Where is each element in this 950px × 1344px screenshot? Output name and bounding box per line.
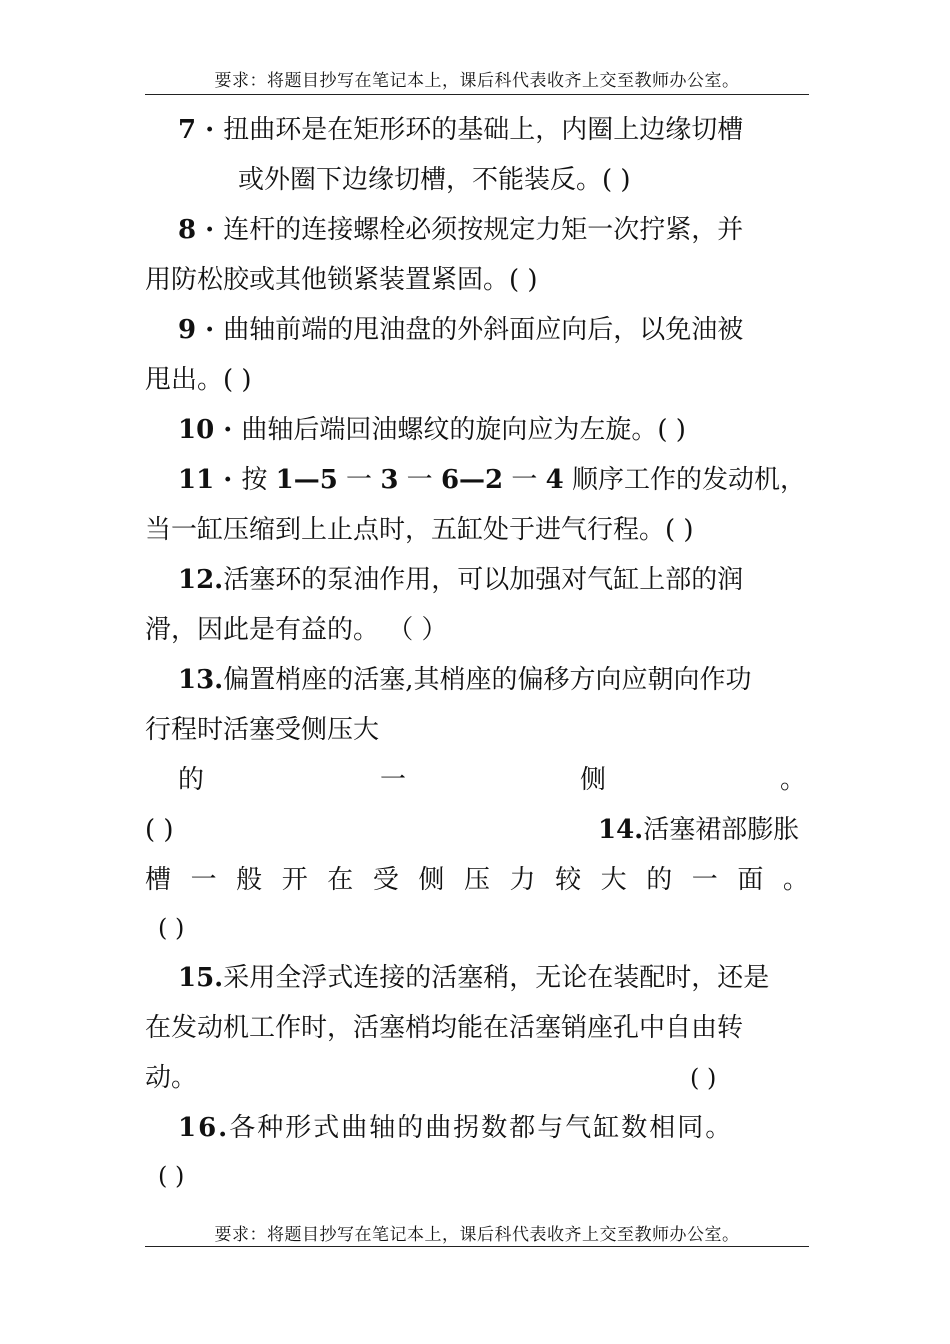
question-char: 开: [281, 865, 308, 895]
firing-order-part: 4: [545, 465, 564, 495]
question-text: 各种形式曲轴的曲拐数都与气缸数相同。: [229, 1113, 734, 1143]
question-char: 力: [509, 865, 536, 895]
question-13-line3-part: 。: [780, 765, 807, 795]
question-10-line1: [178, 414, 686, 446]
question-13-line3-part: 侧: [580, 765, 607, 795]
question-number: 7: [178, 115, 197, 145]
question-char: 一: [691, 865, 718, 895]
question-text: 一: [337, 465, 381, 495]
question-13-line3-part: 的: [178, 765, 205, 795]
question-9-line1: [178, 314, 743, 346]
question-13-line1: [178, 664, 752, 696]
question-15-line3: 动。: [145, 1063, 198, 1093]
question-text: 曲轴后端回油螺纹的旋向应为左旋。( ): [241, 415, 686, 445]
question-14-line1: [598, 814, 799, 846]
question-8-line1: [178, 214, 743, 246]
header-rule: [145, 94, 809, 95]
question-text: 一: [398, 465, 441, 495]
question-13-paren: ( ): [145, 815, 174, 845]
question-sep: ·: [196, 315, 224, 345]
question-text: 连杆的连接螺栓必须按规定力矩一次拧紧，并: [223, 215, 744, 245]
question-16-line1: [178, 1112, 733, 1144]
question-7-line1: [178, 114, 743, 146]
question-7-line2: 或外圈下边缘切槽，不能装反。( ): [238, 165, 631, 195]
question-number: 10: [178, 415, 215, 445]
question-text: 活塞裙部膨胀: [643, 815, 800, 845]
firing-order-part: 6—2: [440, 465, 504, 495]
question-char: 槽: [145, 865, 172, 895]
question-11-line2: 当一缸压缩到上止点时，五缸处于进气行程。( ): [145, 515, 694, 545]
question-14-line2: [145, 864, 809, 896]
question-text: 偏置梢座的活塞,其梢座的偏移方向应朝向作功: [223, 665, 752, 695]
question-15-line2: 在发动机工作时，活塞梢均能在活塞销座孔中自由转: [145, 1013, 744, 1043]
question-text: 顺序工作的发动机，: [563, 465, 807, 495]
footer-rule: [145, 1246, 809, 1247]
question-char: 。: [782, 865, 809, 895]
firing-order-part: 3: [380, 465, 399, 495]
question-char: 面: [737, 865, 764, 895]
question-char: 压: [463, 865, 490, 895]
question-15-line1: [178, 962, 769, 994]
question-number: 9: [178, 315, 197, 345]
question-number: 13.: [178, 665, 224, 695]
question-9-line2: 甩出。( ): [145, 365, 252, 395]
question-char: 较: [555, 865, 582, 895]
question-text: 活塞环的泵油作用，可以加强对气缸上部的润: [223, 565, 744, 595]
footer-requirement: 要求：将题目抄写在笔记本上，课后科代表收齐上交至教师办公室。: [214, 1225, 740, 1245]
question-13-line3-part: 一: [380, 765, 407, 795]
question-13-line2: 行程时活塞受侧压大: [145, 715, 380, 745]
question-15-paren: ( ): [690, 1064, 717, 1092]
question-14-paren: ( ): [158, 914, 185, 942]
question-char: 受: [372, 865, 399, 895]
question-sep: ·: [214, 465, 242, 495]
question-sep: ·: [214, 415, 242, 445]
question-char: 一: [190, 865, 217, 895]
question-sep: ·: [196, 115, 224, 145]
question-text: 一: [503, 465, 546, 495]
question-char: 般: [236, 865, 263, 895]
question-char: 在: [327, 865, 354, 895]
question-char: 的: [646, 865, 673, 895]
question-number: 14.: [598, 815, 644, 845]
firing-order-part: 1—5: [275, 465, 338, 495]
question-12-line2: 滑，因此是有益的。 （ ）: [145, 615, 448, 645]
question-text: 采用全浮式连接的活塞稍，无论在装配时，还是: [223, 963, 770, 993]
question-number: 8: [178, 215, 197, 245]
question-text: 按: [241, 465, 276, 495]
question-8-line2: 用防松胶或其他锁紧装置紧固。( ): [145, 265, 538, 295]
question-text: 曲轴前端的甩油盘的外斜面应向后，以免油被: [223, 315, 744, 345]
question-char: 侧: [418, 865, 445, 895]
question-number: 11: [178, 465, 215, 495]
question-sep: ·: [196, 215, 224, 245]
question-16-paren: ( ): [158, 1162, 185, 1190]
question-number: 16.: [178, 1113, 230, 1143]
header-requirement: 要求：将题目抄写在笔记本上，课后科代表收齐上交至教师办公室。: [214, 71, 740, 91]
question-12-line1: [178, 564, 743, 596]
question-number: 15.: [178, 963, 224, 993]
question-text: 扭曲环是在矩形环的基础上，内圈上边缘切槽: [223, 115, 744, 145]
question-number: 12.: [178, 565, 224, 595]
question-11-line1: [178, 464, 806, 496]
question-char: 大: [600, 865, 627, 895]
